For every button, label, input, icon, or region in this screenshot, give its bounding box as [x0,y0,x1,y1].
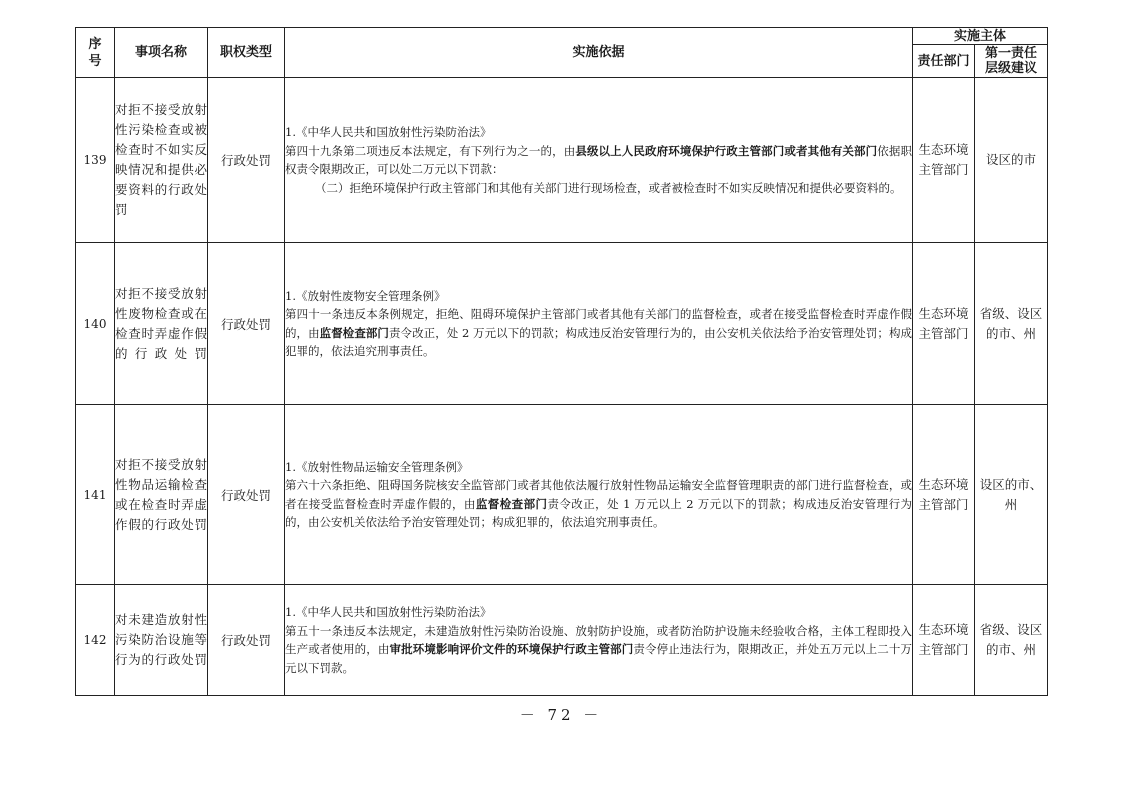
row-power-type: 行政处罚 [208,585,285,696]
row-responsible-dept: 生态环境主管部门 [913,585,975,696]
enforcement-items-table [75,27,1048,696]
article-clause: （二）拒绝环境保护行政主管部门和其他有关部门进行现场检查，或者被检查时不如实反映情况和提供必要资料的。 [315,180,902,195]
row-serial-no: 141 [76,405,115,585]
header-power-type: 职权类型 [208,28,285,78]
responsible-authority: 审批环境影响评价文件的环境保护行政主管部门 [389,642,634,656]
table-row [76,243,1048,405]
article-text: 第四十九条第二项违反本法规定，有下列行为之一的，由县级以上人民政府环境保护行政主管部门或者其他有关部门依据职权责令限期改正，可以处二万元以下罚款： [285,143,913,176]
law-title: 1.《放射性物品运输安全管理条例》 [285,459,469,474]
header-serial-no: 序号 [76,28,115,78]
row-power-type: 行政处罚 [208,243,285,405]
responsible-authority: 监督检查部门 [319,325,389,340]
table-row [76,405,1048,585]
row-responsible-dept: 生态环境主管部门 [913,405,975,585]
article-text: 第六十六条拒绝、阻碍国务院核安全监管部门或者其他依法履行放射性物品运输安全监督管理职责的部门进行监督检查，或者在接受监督检查时弄虚作假的，由监督检查部门责令改正，处 1 万元以上 2 万元以下的罚款；构成违反治安管理行为的，由公安机关依法给予治安管理处罚；构成犯罪的，依法追究刑事责任。 [285,478,913,529]
row-item-name: 对拒不接受放射性污染检查或被检查时不如实反映情况和提供必要资料的行政处罚 [115,78,208,243]
row-responsibility-level: 设区的市 [975,78,1048,243]
row-legal-basis [285,78,913,243]
row-responsibility-level: 省级、设区的市、州 [975,585,1048,696]
row-item-name: 对拒不接受放射性废物检查或在检查时弄虚作假的行政处罚 [115,243,208,405]
responsible-authority: 监督检查部门 [475,496,548,511]
header-first-responsibility-level: 第一责任层级建议 [975,45,1048,78]
table-row [76,78,1048,243]
law-title: 1.《放射性废物安全管理条例》 [285,288,446,303]
row-power-type: 行政处罚 [208,405,285,585]
table-row [76,585,1048,696]
article-text: 第四十一条违反本条例规定，拒绝、阻碍环境保护主管部门或者其他有关部门的监督检查，或者在接受监督检查时弄虚作假的，由监督检查部门责令改正，处 2 万元以下的罚款；构成违反治安管理行为的，由公安机关依法给予治安管理处罚；构成犯罪的，依法追究刑事责任。 [285,307,913,358]
row-legal-basis [285,405,913,585]
row-item-name: 对拒不接受放射性物品运输检查或在检查时弄虚作假的行政处罚 [115,405,208,585]
row-responsible-dept: 生态环境主管部门 [913,78,975,243]
law-title: 1.《中华人民共和国放射性污染防治法》 [285,125,492,139]
page-number: － 72 － [519,706,603,724]
row-legal-basis [285,243,913,405]
row-responsibility-level: 设区的市、州 [975,405,1048,585]
header-legal-basis: 实施依据 [285,28,913,78]
article-text: 第五十一条违反本法规定，未建造放射性污染防治设施、放射防护设施，或者防治防护设施未经验收合格，主体工程即投入生产或者使用的，由审批环境影响评价文件的环境保护行政主管部门责令停止违法行为，限期改正，并处五万元以上二十万元以下罚款。 [285,623,913,675]
header-responsible-dept: 责任部门 [913,45,975,78]
row-serial-no: 140 [76,243,115,405]
row-serial-no: 139 [76,78,115,243]
row-serial-no: 142 [76,585,115,696]
row-power-type: 行政处罚 [208,78,285,243]
row-responsibility-level: 省级、设区的市、州 [975,243,1048,405]
header-item-name: 事项名称 [115,28,208,78]
law-title: 1.《中华人民共和国放射性污染防治法》 [285,605,492,619]
row-item-name: 对未建造放射性污染防治设施等行为的行政处罚 [115,585,208,696]
responsible-authority: 县级以上人民政府环境保护行政主管部门或者其他有关部门 [575,143,878,158]
row-responsible-dept: 生态环境主管部门 [913,243,975,405]
header-implementing-subject: 实施主体 [913,28,1048,45]
row-legal-basis [285,585,913,696]
